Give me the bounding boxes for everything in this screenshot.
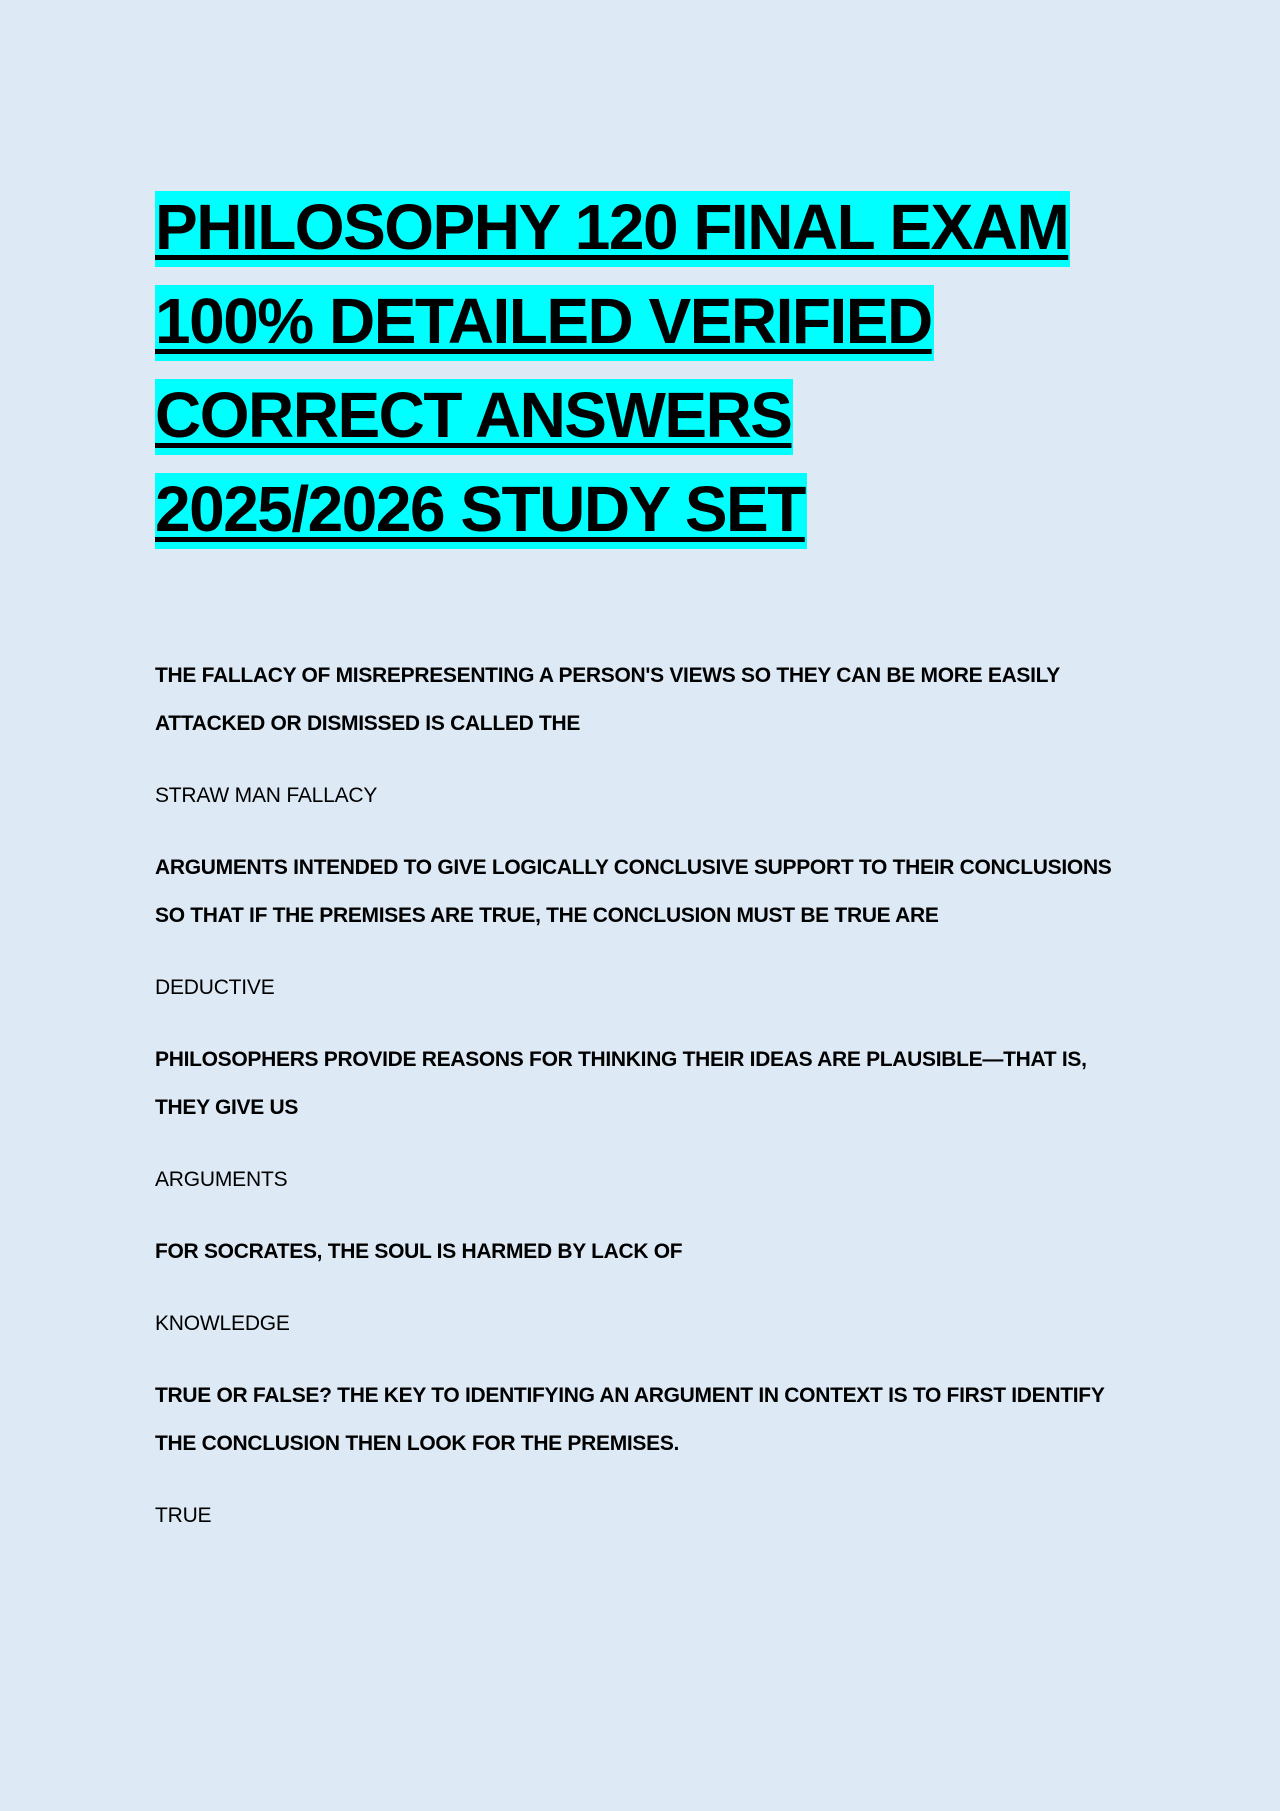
qa-item — [155, 1228, 1135, 1348]
title-line: 100% DETAILED VERIFIED — [155, 274, 1135, 368]
title-line: CORRECT ANSWERS — [155, 368, 1135, 462]
qa-item — [155, 844, 1135, 1012]
answer-text: TRUE — [155, 1504, 212, 1527]
question-text: TRUE OR FALSE? THE KEY TO IDENTIFYING AN ARGUMENT IN CONTEXT IS TO FIRST IDENTIFY THE CONCLUSION THEN LOOK FOR THE PREMISES. — [155, 1384, 1105, 1455]
answer-text: DEDUCTIVE — [155, 976, 275, 999]
question-text: PHILOSOPHERS PROVIDE REASONS FOR THINKING THEIR IDEAS ARE PLAUSIBLE—THAT IS, THEY GIVE US — [155, 1048, 1087, 1119]
title-line: 2025/2026 STUDY SET — [155, 462, 1135, 556]
qa-item — [155, 1372, 1135, 1540]
question-text: THE FALLACY OF MISREPRESENTING A PERSON'S VIEWS SO THEY CAN BE MORE EASILY ATTACKED OR DISMISSED IS CALLED THE — [155, 664, 1060, 735]
answer-text: KNOWLEDGE — [155, 1312, 290, 1335]
qa-item — [155, 652, 1135, 820]
document-title — [155, 180, 1135, 556]
document-page — [155, 180, 1135, 1564]
question-text: FOR SOCRATES, THE SOUL IS HARMED BY LACK OF — [155, 1240, 683, 1263]
answer-text: ARGUMENTS — [155, 1168, 288, 1191]
answer-text: STRAW MAN FALLACY — [155, 784, 378, 807]
question-text: ARGUMENTS INTENDED TO GIVE LOGICALLY CONCLUSIVE SUPPORT TO THEIR CONCLUSIONS SO THAT IF THE PREMISES ARE TRUE, THE CONCLUSION MUST BE TRUE ARE — [155, 856, 1112, 927]
title-line: PHILOSOPHY 120 FINAL EXAM — [155, 180, 1135, 274]
qa-list — [155, 652, 1135, 1540]
qa-item — [155, 1036, 1135, 1204]
